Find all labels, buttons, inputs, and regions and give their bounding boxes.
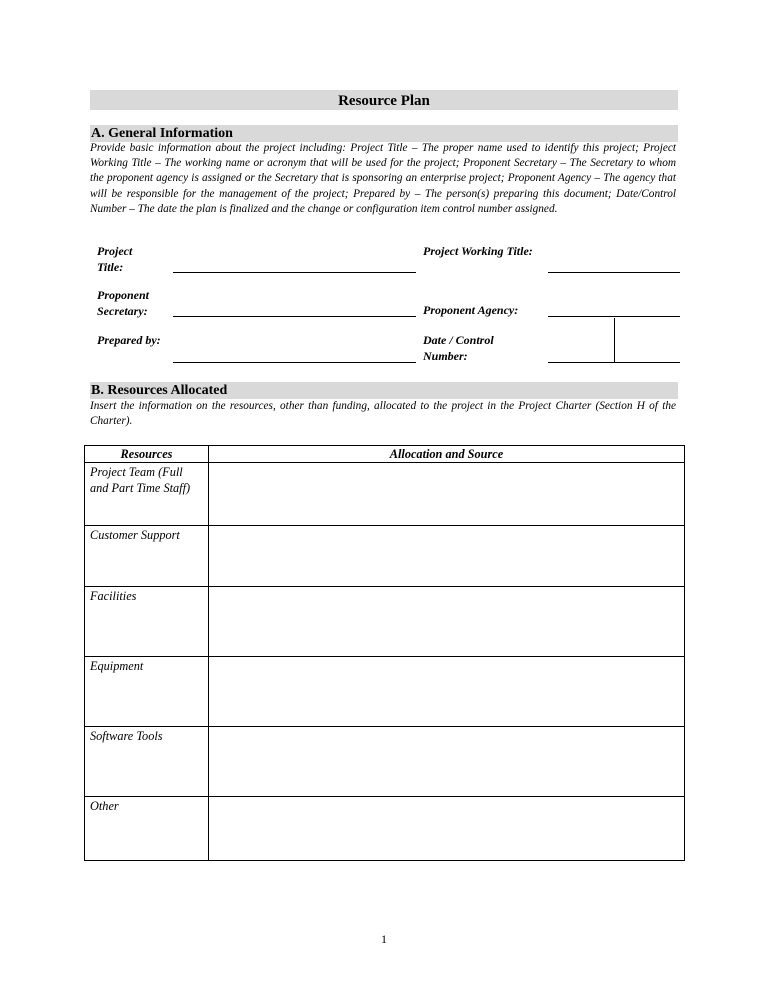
prepared-by-label: Prepared by: (97, 333, 161, 347)
allocation-cell[interactable] (209, 526, 685, 587)
allocation-cell[interactable] (209, 657, 685, 727)
section-b-heading: B. Resources Allocated (90, 382, 678, 399)
table-row (85, 526, 685, 587)
resources-table (84, 445, 685, 861)
table-row (85, 463, 685, 526)
date-control-divider (614, 318, 615, 362)
section-a-description: Provide basic information about the project including: Project Title – The proper name used to identify this project; Project Working Title – The working name or acronym that will be used for the project; Proponent Secretary – The Secretary to whom the proponent agency is assigned or the Secretary that is sponsoring an enterprise project; Proponent Agency – The agency that will be responsible for the management of the project; Prepared by – The person(s) preparing this document; Date/Control Number – The date the plan is finalized and the change or configuration item control number assigned. (90, 142, 676, 215)
project-title-field[interactable] (173, 272, 416, 273)
proponent-agency-field[interactable] (548, 316, 680, 317)
table-row (85, 727, 685, 797)
allocation-cell[interactable] (209, 727, 685, 797)
resource-label: Customer Support (85, 526, 209, 587)
section-b-description: Insert the information on the resources, other than funding, allocated to the project in the Project Charter (Section H of the Charter). (90, 400, 676, 428)
prepared-by-field[interactable] (173, 362, 416, 363)
resource-label: Project Team (Full and Part Time Staff) (85, 463, 209, 526)
allocation-cell[interactable] (209, 463, 685, 526)
working-title-label: Project Working Title: (423, 244, 533, 258)
allocation-column-header: Allocation and Source (209, 446, 685, 463)
working-title-field[interactable] (548, 272, 680, 273)
resource-label: Equipment (85, 657, 209, 727)
section-a-heading: A. General Information (90, 125, 678, 142)
allocation-cell[interactable] (209, 587, 685, 657)
table-row (85, 587, 685, 657)
document-title: Resource Plan (90, 90, 678, 110)
proponent-secretary-label: Proponent Secretary: (97, 288, 150, 318)
resource-label: Software Tools (85, 727, 209, 797)
allocation-cell[interactable] (209, 797, 685, 861)
page-number: 1 (381, 932, 387, 946)
resource-label: Other (85, 797, 209, 861)
table-row (85, 657, 685, 727)
table-row (85, 797, 685, 861)
date-control-field[interactable] (548, 362, 680, 363)
resources-column-header: Resources (85, 446, 209, 463)
proponent-agency-label: Proponent Agency: (423, 303, 519, 317)
resource-label: Facilities (85, 587, 209, 657)
table-header-row (85, 446, 685, 463)
date-control-label: Date / Control Number: (423, 333, 494, 363)
proponent-secretary-field[interactable] (173, 316, 416, 317)
project-title-label: Project Title: (97, 244, 133, 274)
